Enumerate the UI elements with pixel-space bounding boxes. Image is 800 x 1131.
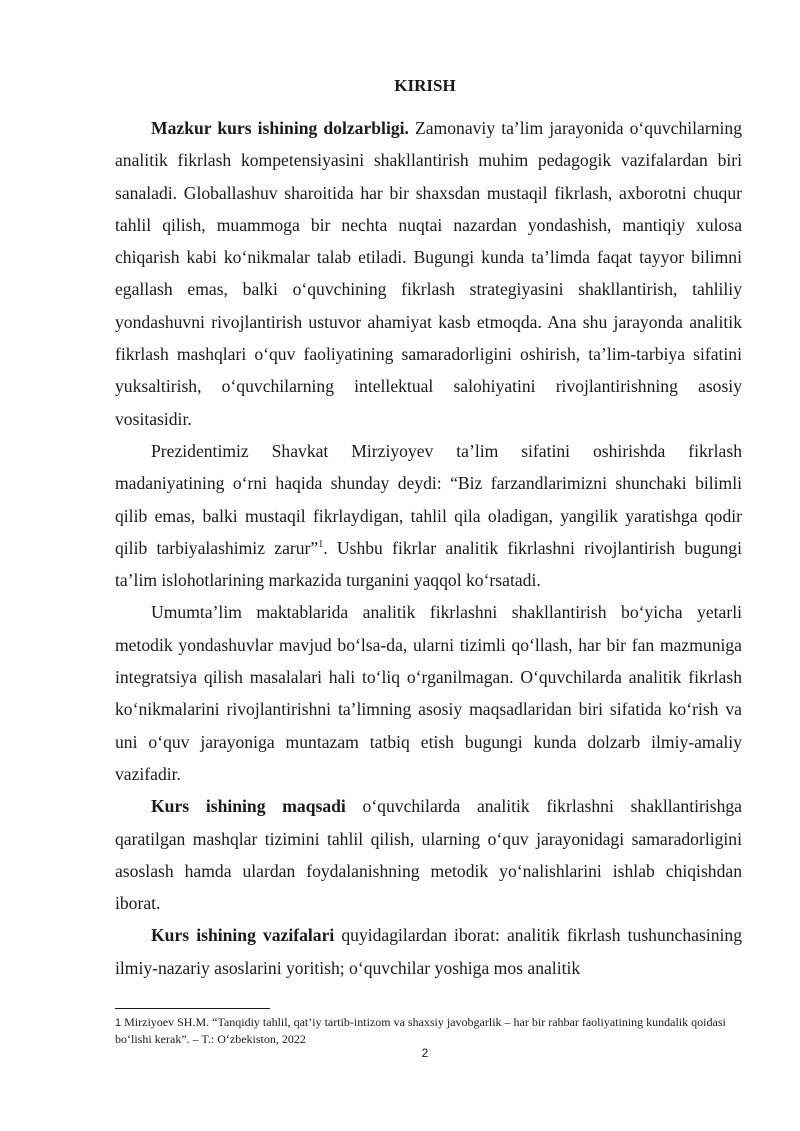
footnote <box>115 1015 742 1047</box>
footnote-number: 1 <box>115 1017 122 1029</box>
footnote-text: Mirziyoev SH.M. “Tanqidiy tahlil, qat’iy tartib-intizom va shaxsiy javobgarlik – har bir rahbar faoliyatining kundalik qoidasi bo‘lishi kerak”. – T.: O‘zbekiston, 2022 <box>115 1015 726 1046</box>
footnote-ref[interactable]: 1 <box>318 539 324 550</box>
relevance-label: Mazkur kurs ishining dolzarbligi. <box>151 118 409 138</box>
paragraph-goal <box>115 790 742 919</box>
paragraph-president-quote <box>115 435 742 596</box>
section-heading: KIRISH <box>394 76 456 95</box>
paragraph-methods <box>115 596 742 790</box>
methods-text: Umumta’lim maktablarida analitik fikrlashni shakllantirish bo‘yicha yetarli metodik yondashuvlar mavjud bo‘lsa-da, ularni tizimli qo‘llash, har bir fan mazmuniga integratsiya qilish masalalari hali to‘liq o‘rganilmagan. O‘quvchilarda analitik fikrlash ko‘nikmalarini rivojlantirishni ta’limning asosiy maqsadlaridan biri sifatida ko‘rish va uni o‘quv jarayoniga muntazam tatbiq etish bugungi kunda dolzarb ilmiy-amaliy vazifadir. <box>115 602 742 784</box>
paragraph-tasks <box>115 919 742 984</box>
footnote-divider <box>115 1008 270 1009</box>
goal-label: Kurs ishining maqsadi <box>151 796 346 817</box>
quote-conclusion: . Ushbu fikrlar analitik fikrlashni rivojlantirish bugungi ta’lim islohotlarining markazida turganini yaqqol ko‘rsatadi. <box>115 537 742 591</box>
body-text <box>115 112 742 984</box>
goal-text: o‘quvchilarda analitik fikrlashni shakllantirishga qaratilgan mashqlar tizimini tahlil qilish, ularning o‘quv jarayonidagi samaradorligini asoslash hamda ulardan foydalanishning metodik yo‘nalishlarini ishlab chiqishdan iborat. <box>115 796 742 914</box>
paragraph-relevance <box>115 112 742 435</box>
tasks-label: Kurs ishining vazifalari <box>151 925 335 946</box>
page-number: 2 <box>421 1046 429 1060</box>
quote-text: Prezidentimiz Shavkat Mirziyoyev ta’lim sifatini oshirishda fikrlash madaniyatining o‘rni haqida shunday deydi: “Biz farzandlarimizni shunchaki bilimli qilib emas, balki mustaqil fikrlaydigan, tahlil qila oladigan, yangilik yaratishga qodir qilib tarbiyalashimiz zarur” <box>115 440 742 558</box>
relevance-text: Zamonaviy ta’lim jarayonida o‘quvchilarning analitik fikrlash kompetensiyasini shakllantirish muhim pedagogik vazifalardan biri sanaladi. Globallashuv sharoitida har bir shaxsdan mustaqil fikrlash, axborotni chuqur tahlil qilish, muammoga bir nechta nuqtai nazardan yondashish, mantiqiy xulosa chiqarish kabi ko‘nikmalar talab etiladi. Bugungi kunda ta’limda faqat tayyor bilimni egallash emas, balki o‘quvchining fikrlash strategiyasini shakllantirish, tahliliy yondashuvni rivojlantirish ustuvor ahamiyat kasb etmoqda. Ana shu jarayonda analitik fikrlash mashqlari o‘quv faoliyatining samaradorligini oshirish, ta’lim-tarbiya sifatini yuksaltirish, o‘quvchilarning intellektual salohiyatini rivojlantirishning asosiy vositasidir. <box>115 118 742 429</box>
tasks-text: quyidagilardan iborat: analitik fikrlash tushunchasining ilmiy-nazariy asoslarini yoritish; o‘quvchilar yoshiga mos analitik <box>115 925 742 978</box>
